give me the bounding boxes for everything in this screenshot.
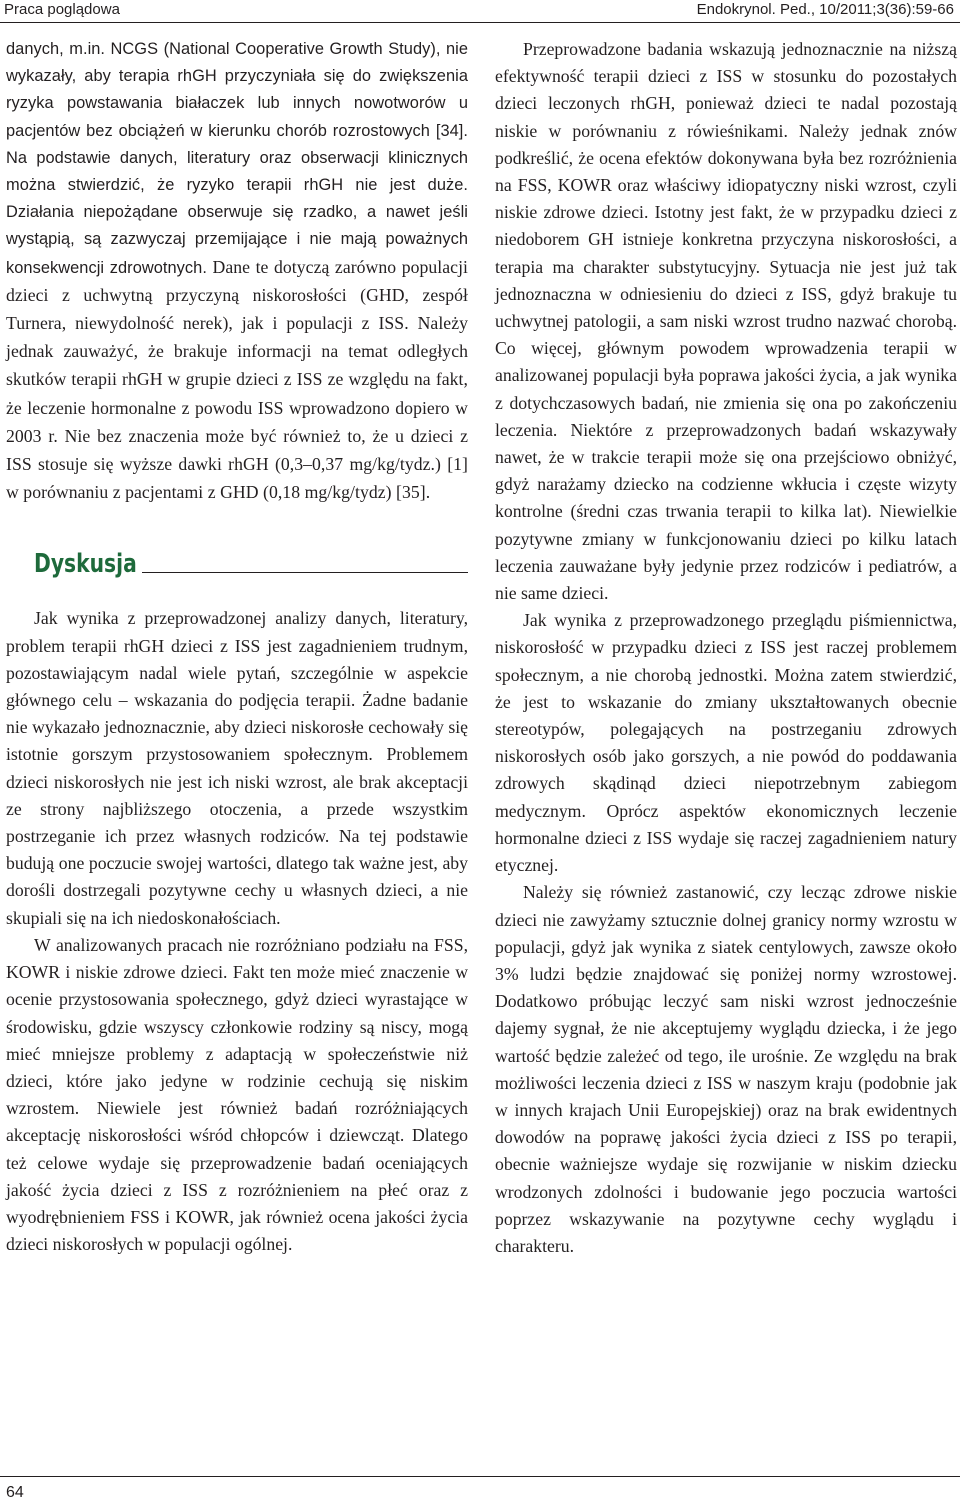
body-paragraph (6, 36, 468, 507)
journal-citation: Endokrynol. Ped., 10/2011;3(36):59-66 (696, 1, 954, 18)
section-heading (34, 545, 468, 579)
header-divider (0, 22, 960, 23)
body-paragraph: Przeprowadzone badania wskazują jednoznacznie na niższą efektywność terapii dzieci z ISS w stosunku do pozostałych dzieci leczonych rhGH, ponieważ dzieci te nadal pozostają niskie w porównaniu z rówieśnikami. Należy jednak znów podkreślić, że ocena efektów dokonywana była bez rozróżnienia na FSS, KOWR oraz właściwy idiopatyczny niski wzrost, czyli niskie zdrowe dzieci. Istotny jest fakt, że w przypadku dzieci z niedoborem GH istnieje konkretna przyczyna niskorosłości, a terapia ma charakter substytucyjny. Sytuacja nie jest już tak jednoznaczna w odniesieniu do dzieci z ISS, gdyż brakuje tu uchwytnej patologii, a sam niski wzrost trudno nazwać chorobą. Co więcej, głównym powodem wprowadzenia terapii w analizowanej populacji była poprawa jakości życia, a jak wynika z dotychczasowych badań, nie zmienia się ona po zakończeniu leczenia. Niektóre z przeprowadzonych badań wskazywały nawet, że w trakcie terapii może się ona przejściowo obniżyć, gdyż narażamy dziecko na codzienne wkłucia i częste wizyty kontrolne (średni czas trwania terapii to kilka lat). Niewielkie pozytywne zmiany w funkcjonowaniu dzieci po kilku latach leczenia zauważane były jedynie przez rodziców i pediatrów, a nie same dzieci. (495, 39, 957, 604)
running-header (0, 0, 960, 24)
section-title-underline (142, 572, 468, 573)
section-title: Dyskusja (34, 549, 137, 580)
right-column (495, 36, 957, 1260)
body-paragraph: Jak wynika z przeprowadzonego przeglądu piśmiennictwa, niskorosłość w przypadku dzieci z ISS jest raczej problemem społecznym, a nie chorobą jednostki. Można zatem stwierdzić, że jest to wskazanie do zmiany ukształtowanych obecnie stereotypów, polegających na postrzeganiu zdrowych niskorosłych osób jako gorszych, a nie powód do poddawania zdrowych skądinąd dzieci niepotrzebnym zabiegom medycznym. Oprócz aspektów ekonomicznych leczenie hormonalne dzieci z ISS wydaje się raczej zagadnieniem natury etycznej. (495, 610, 957, 876)
paragraph-text: Dane te dotyczą zarówno populacji dzieci z uchwytną przyczyną niskorosłości (GHD, zespół Turnera, niewydolność nerek), jak i populacji z ISS. Należy jednak zauważyć, że brakuje informacji na temat odległych skutków terapii rhGH w grupie dzieci z ISS ze względu na fakt, że leczenie hormonalne z powodu ISS wprowadzono dopiero w 2003 r. Nie bez znaczenia może być również to, że u dzieci z ISS stosuje się wyższe dawki rhGH (0,3–0,37 mg/kg/tydz.) [1] w porównaniu z pacjentami z GHD (0,18 mg/kg/tydz) [35]. (6, 256, 468, 503)
left-column (6, 36, 468, 1258)
body-paragraph: Jak wynika z przeprowadzonej analizy danych, literatury, problem terapii rhGH dzieci z ISS jest zagadnieniem trudnym, pozostawiającym nadal wiele pytań, szczególnie w aspekcie głównego celu – wskazania do podjęcia terapii. Żadne badanie nie wykazało jednoznacznie, aby dzieci niskorosłe cechowały się istotnie gorszym przystosowaniem społecznym. Problemem dzieci niskorosłych nie jest ich niski wzrost, ale brak akceptacji ze strony najbliższego otoczenia, a przede wszystkim postrzeganie ich przez własnych rodziców. Na tej podstawie budują one poczucie swojej wartości, dlatego tak ważne jest, aby dorośli dostrzegali pozytywne cechy u własnych dzieci, a nie skupiali się na ich niedoskonałościach. (6, 608, 468, 928)
paragraph-text: danych, m.in. NCGS (National Cooperative Growth Study), nie wykazały, aby terapia rhGH przyczyniała się do zwiększenia ryzyka powstawania białaczek lub innych nowotworów u pacjentów bez obciążeń w kierunku chorób rozrostowych [34]. Na podstawie danych, literatury oraz obserwacji klinicznych można stwierdzić, że ryzyko terapii rhGH nie jest duże. Działania niepożądane obserwuje się rzadko, a nawet jeśli wystąpią, są zazwyczaj przemijające i nie mają poważnych konsekwencji zdrowotnych. (6, 40, 468, 277)
article-type-label: Praca poglądowa (4, 1, 120, 18)
page-number: 64 (6, 1484, 24, 1501)
body-paragraph: W analizowanych pracach nie rozróżniano podziału na FSS, KOWR i niskie zdrowe dzieci. Fakt ten może mieć znaczenie w ocenie przystosowania społecznego, gdyż dzieci wyrastające w środowisku, gdzie wszyscy członkowie rodziny są niscy, mogą mieć mniejsze problemy z adaptacją w społeczeństwie niż dzieci, które jako jedyne w rodzinie cechują się niskim wzrostem. Niewiele jest również badań rozróżniających akceptację niskorosłości wśród chłopców i dziewcząt. Dlatego też celowe wydaje się przeprowadzenie badań oceniających jakość życia dzieci z ISS z rozróżnieniem na płeć oraz z wyodrębnieniem FSS i KOWR, jak również ocena jakości życia dzieci niskorosłych w populacji ogólnej. (6, 934, 468, 1255)
body-paragraph: Należy się również zastanowić, czy lecząc zdrowe niskie dzieci nie zawyżamy sztucznie dolnej granicy normy wzrostu w populacji, gdyż jak wynika z siatek centylowych, zawsze około 3% ludzi będzie znajdować się poniżej normy wzrostowej. Dodatkowo próbując leczyć sam niski wzrost jednocześnie dajemy sygnał, że nie akceptujemy wyglądu dziecka, i że jego wartość będzie zależeć od tego, ile urośnie. Ze względu na brak możliwości leczenia dzieci z ISS w naszym kraju (podobnie jak w innych krajach Unii Europejskiej) oraz na brak ewidentnych dowodów na poprawę jakości życia dzieci z ISS po terapii, obecnie ważniejsze wydaje się rozwijanie w niskim dziecku wrodzonych zdolności i budowanie jego poczucia wartości poprzez wskazywanie na pozytywne cechy wyglądu i charakteru. (495, 882, 957, 1256)
footer-divider (0, 1476, 960, 1477)
